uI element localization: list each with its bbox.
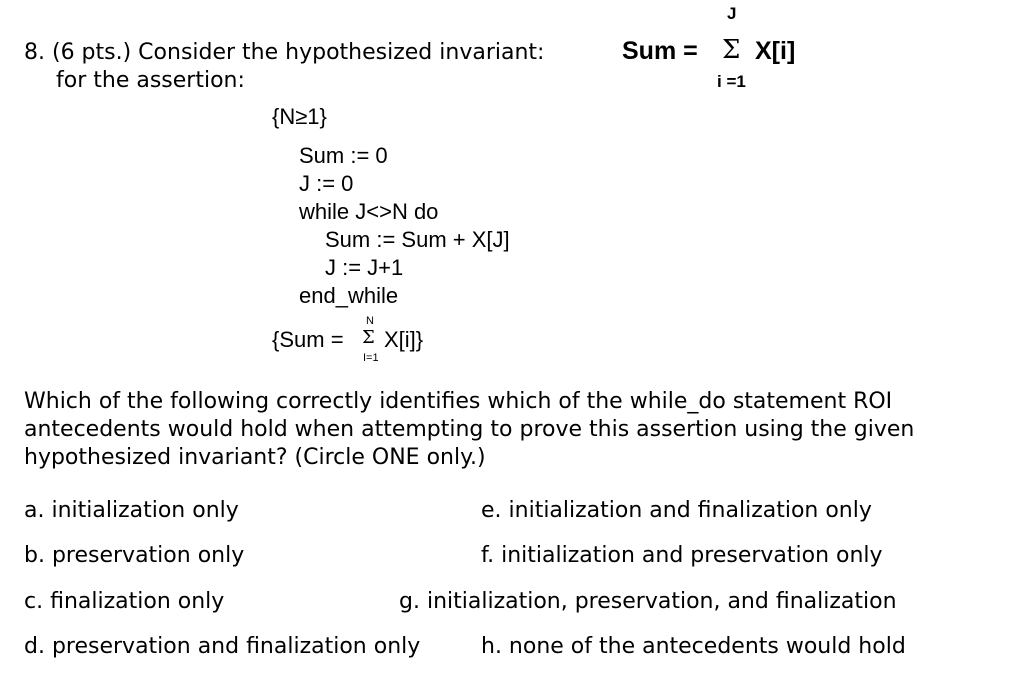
option-g[interactable]: g. initialization, preservation, and finalization (399, 589, 897, 614)
code-line: J := J+1 (325, 255, 404, 280)
code-line: while J<>N do (299, 199, 439, 224)
precondition: {N≥1} (272, 104, 327, 129)
option-h[interactable]: h. none of the antecedents would hold (481, 634, 906, 659)
postcondition-sigma: Σ (362, 327, 375, 348)
invariant-upper-limit: J (727, 4, 737, 23)
postcondition-lower-limit: I=1 (363, 352, 379, 364)
option-f[interactable]: f. initialization and preservation only (481, 543, 883, 568)
question-line-1: 8. (6 pts.) Consider the hypothesized invariant: (24, 40, 545, 65)
code-line: J := 0 (299, 171, 354, 196)
invariant-sigma: Σ (722, 35, 741, 65)
postcondition-lhs: {Sum = (272, 327, 344, 352)
question-line-2: for the assertion: (56, 68, 245, 93)
invariant-lower-limit: i =1 (717, 72, 746, 91)
invariant-term: X[i] (755, 37, 796, 65)
code-line: Sum := 0 (299, 143, 388, 168)
option-a[interactable]: a. initialization only (24, 498, 239, 523)
invariant-lhs: Sum = (622, 37, 698, 65)
option-c[interactable]: c. finalization only (24, 589, 225, 614)
option-e[interactable]: e. initialization and finalization only (481, 498, 872, 523)
option-b[interactable]: b. preservation only (24, 543, 245, 568)
code-line: Sum := Sum + X[J] (325, 227, 510, 252)
postcondition-upper-limit: N (366, 315, 374, 327)
code-line: end_while (299, 283, 399, 308)
option-d[interactable]: d. preservation and finalization only (24, 634, 421, 659)
question-prompt: Which of the following correctly identifies which of the while_do statement ROI antecedents would hold when attempting to prove this assertion using the given hypothesized invariant? (Circle ONE only.) (24, 389, 915, 470)
postcondition-term: X[i]} (384, 327, 424, 352)
